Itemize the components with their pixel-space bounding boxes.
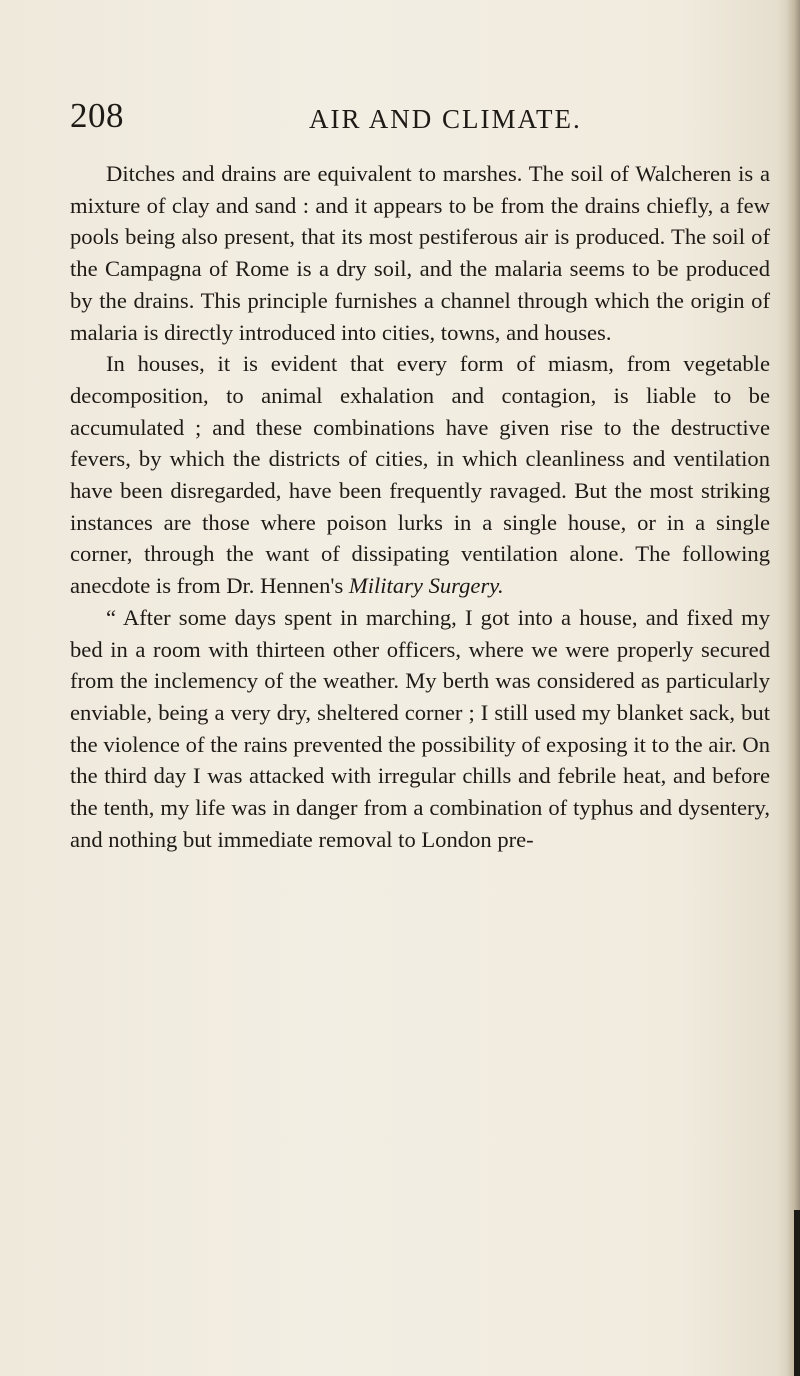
page-edge-bar <box>794 1210 800 1376</box>
paragraph-2 <box>70 348 770 602</box>
paragraph-2-text: In houses, it is evident that every form of miasm, from vegetable decomposition, to animal exhalation and contagion, is liable to be accumulated ; and these combinations have given rise to the destructive fevers, by which the districts of cities, in which cleanliness and ventilation have been disregarded, have been frequently ravaged. But the most striking instances are those where poison lurks in a single house, or in a single corner, through the want of dissipating ventilation alone. The following anecdote is from Dr. Hennen's <box>70 351 770 599</box>
page-header <box>70 96 770 146</box>
body-text <box>70 158 770 855</box>
page-number: 208 <box>70 96 124 135</box>
page-edge-shadow <box>786 0 800 1376</box>
paragraph-1-text: Ditches and drains are equivalent to marshes. The soil of Walcheren is a mixture of clay and sand : and it appears to be from the drains chiefly, a few pools being also present, that its most pestiferous air is produced. The soil of the Campagna of Rome is a dry soil, and the malaria seems to be produced by the drains. This principle furnishes a channel through which the origin of malaria is directly introduced into cities, towns, and houses. <box>70 161 770 345</box>
paragraph-3 <box>70 602 770 856</box>
book-title-italic: Military Surgery. <box>348 573 504 599</box>
paragraph-1 <box>70 158 770 348</box>
paragraph-3-text: “ After some days spent in marching, I got into a house, and fixed my bed in a room with thirteen other officers, where we were properly secured from the inclemency of the weather. My berth was considered as particularly enviable, being a very dry, sheltered corner ; I still used my blanket sack, but the violence of the rains prevented the possibility of exposing it to the air. On the third day I was attacked with irregular chills and febrile heat, and before the tenth, my life was in danger from a combination of typhus and dysentery, and nothing but immediate removal to London pre- <box>70 604 770 852</box>
running-title: AIR AND CLIMATE. <box>309 104 582 134</box>
